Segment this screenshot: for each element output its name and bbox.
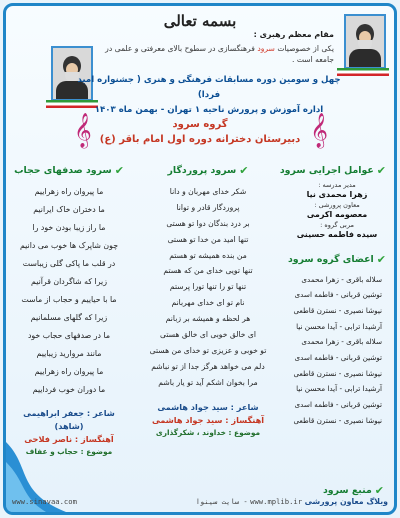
lyric-line: ای خالق خوبی ای خالق هستی xyxy=(160,330,256,340)
lyric-line: مرا بخوان اشکم آید تو یار باشم xyxy=(158,377,258,387)
source-label: وبلاگ معاون پرورشی xyxy=(304,497,388,506)
check-icon: ✔ xyxy=(376,164,386,177)
festival-title-line: اداره آموزش و پرورش ناحیه ۱ تهران - بهمن ماه ۱۴۰۳ xyxy=(94,105,324,116)
staff-name: معصومه اکرمی xyxy=(306,209,368,219)
member-line: نیوشا نصیری - نسترن قاطعی xyxy=(293,306,382,316)
song-sadaf-column xyxy=(10,164,128,458)
lyric-line: تنها امید من خدا تو هستی xyxy=(167,234,249,244)
source-separator: - سایت سینوا xyxy=(195,497,248,506)
lyric-line: بر درد بندگان دوا تو هستی xyxy=(166,218,250,228)
staff-column xyxy=(279,164,386,429)
song-parvardegar-title: سرود پروردگار xyxy=(167,165,237,176)
poet-credit: شاعر : سید جواد هاشمی xyxy=(157,401,259,412)
song-sadaf-heading xyxy=(10,164,128,177)
lyric-line: من بنده همیشه تو هستم xyxy=(169,250,247,260)
treble-clef-icon: 𝄞 xyxy=(310,113,328,148)
member-line: توشین قربانی - فاطمه اسدی xyxy=(294,353,382,363)
staff-heading xyxy=(279,164,386,177)
lyric-line: ما راز زیبا بودن خود را xyxy=(32,223,106,232)
lyrics xyxy=(10,183,128,399)
member-line: آرشیدا ترابی - آیدا محسن نیا xyxy=(296,384,382,394)
lyric-line: ما دوران خوب فرداییم xyxy=(32,385,106,394)
staff-role: معاون پرورشی : xyxy=(314,200,360,209)
lyric-line: ما دختران خاک ایرانیم xyxy=(33,205,105,214)
members-list xyxy=(288,272,386,429)
staff-role: مدیر مدرسه : xyxy=(318,181,356,189)
check-icon: ✔ xyxy=(114,164,124,177)
lyric-line: تنها تو را تنها تورا پرستم xyxy=(169,282,247,292)
lyric-line: پروردگار قادر و توانا xyxy=(176,202,240,212)
school-title: دبیرستان دخترانه دوره اول امام باقر (ع) xyxy=(99,134,301,145)
source-url[interactable]: www.mplib.ir xyxy=(250,497,303,506)
lyric-line: ما پیروان راه زهراییم xyxy=(34,367,104,376)
source-line xyxy=(196,497,388,506)
check-icon: ✔ xyxy=(239,164,249,177)
leader-label: مقام معظم رهبری : xyxy=(253,30,334,39)
member-line: سلاله باقری - زهرا محمدی xyxy=(301,337,382,347)
staff-list xyxy=(288,181,386,241)
check-icon: ✔ xyxy=(374,484,384,497)
lyric-line: چون شاپرک ها خوب می دانیم xyxy=(19,241,119,250)
leader-quote xyxy=(94,43,334,66)
check-icon: ✔ xyxy=(376,252,386,266)
bismillah-calligraphy: بسمه تعالی xyxy=(163,12,237,30)
source-heading-text: منبع سرود xyxy=(322,485,372,496)
quote-part: فرهنگسازی در سطوح بالای معرفتی و علمی در جامعه است . xyxy=(105,44,334,65)
lyric-line: شکر خدای مهربان و دانا xyxy=(169,187,247,196)
source-url[interactable]: www.sinavaa.com xyxy=(12,497,77,506)
lyric-line: ما پیروان راه زهراییم xyxy=(34,187,104,196)
treble-clef-icon: 𝄞 xyxy=(74,113,92,148)
member-line: توشین قربانی - فاطمه اسدی xyxy=(294,400,382,410)
source-heading xyxy=(323,484,384,497)
poster-frame xyxy=(3,3,397,515)
member-line: آرشیدا ترابی - آیدا محسن نیا xyxy=(296,321,382,331)
member-line: سلاله باقری - زهرا محمدی xyxy=(301,274,382,284)
member-line: نیوشا نصیری - نسترن قاطعی xyxy=(293,368,382,378)
staff-name: زهرا محمدی نیا xyxy=(306,190,368,200)
member-line: نیوشا نصیری - نسترن قاطعی xyxy=(293,415,382,425)
lyric-line: ما با حیاییم و حجاب از ماست xyxy=(21,295,117,304)
lyric-line: ما در صدفهای حجاب خود xyxy=(27,331,111,340)
footer xyxy=(12,497,388,506)
group-title: گروه سرود xyxy=(172,119,228,130)
iran-flag-ribbon xyxy=(337,68,389,76)
members-heading-text: اعضای گروه سرود xyxy=(287,253,374,265)
staff-heading-text: عوامل اجرایی سرود xyxy=(279,165,374,176)
song-parvardegar-heading xyxy=(134,164,282,177)
lyric-line: زیرا که گلهای مسلمانیم xyxy=(30,313,108,322)
quote-highlight: سرود xyxy=(257,44,275,53)
lyric-line: مانند مروارید زیباییم xyxy=(36,349,102,358)
lyric-line: زیرا که شاگردان قرآنیم xyxy=(31,277,107,286)
lyrics xyxy=(134,184,282,391)
quote-part: یکی از خصوصیات xyxy=(277,44,334,53)
festival-title-line: چهل و سومین دوره مسابقات فرهنگی و هنری ( جشنواره امید فردا) xyxy=(77,75,341,101)
lyric-line: نام تو ای خدای مهربانم xyxy=(171,298,245,308)
lyric-line: دلم می خواهد هرگز جدا از تو نباشم xyxy=(151,361,265,371)
lyric-line: هر لحظه و همیشه بر زبانم xyxy=(165,314,251,324)
song-parvardegar-column xyxy=(134,164,282,439)
staff-name: سیده فاطمه حسینی xyxy=(296,229,378,239)
lyric-line: در قلب ما پاکی گلی زیباست xyxy=(22,259,116,268)
staff-role: مربی گروه : xyxy=(320,220,354,229)
lyric-line: تنها تویی خدای من که هستم xyxy=(163,266,253,276)
composer-credit: آهنگساز : سید جواد هاشمی xyxy=(151,414,265,425)
poet-credit: شاعر : جعفر ابراهیمی (شاهد) xyxy=(23,408,115,432)
topic-credit: موضوع : حجاب و عفاف xyxy=(25,447,113,457)
festival-title xyxy=(74,73,344,118)
members-heading xyxy=(288,253,386,266)
composer-credit: آهنگساز : ناصر فلاحی xyxy=(24,434,114,445)
topic-credit: موضوع : خداوند ، شکرگذاری xyxy=(155,427,261,437)
song-sadaf-title: سرود صدفهای حجاب xyxy=(14,165,112,176)
lyric-line: تو خوبی و عزیزی تو خدای من هستی xyxy=(149,345,267,355)
member-line: توشین قربانی - فاطمه اسدی xyxy=(294,290,382,300)
